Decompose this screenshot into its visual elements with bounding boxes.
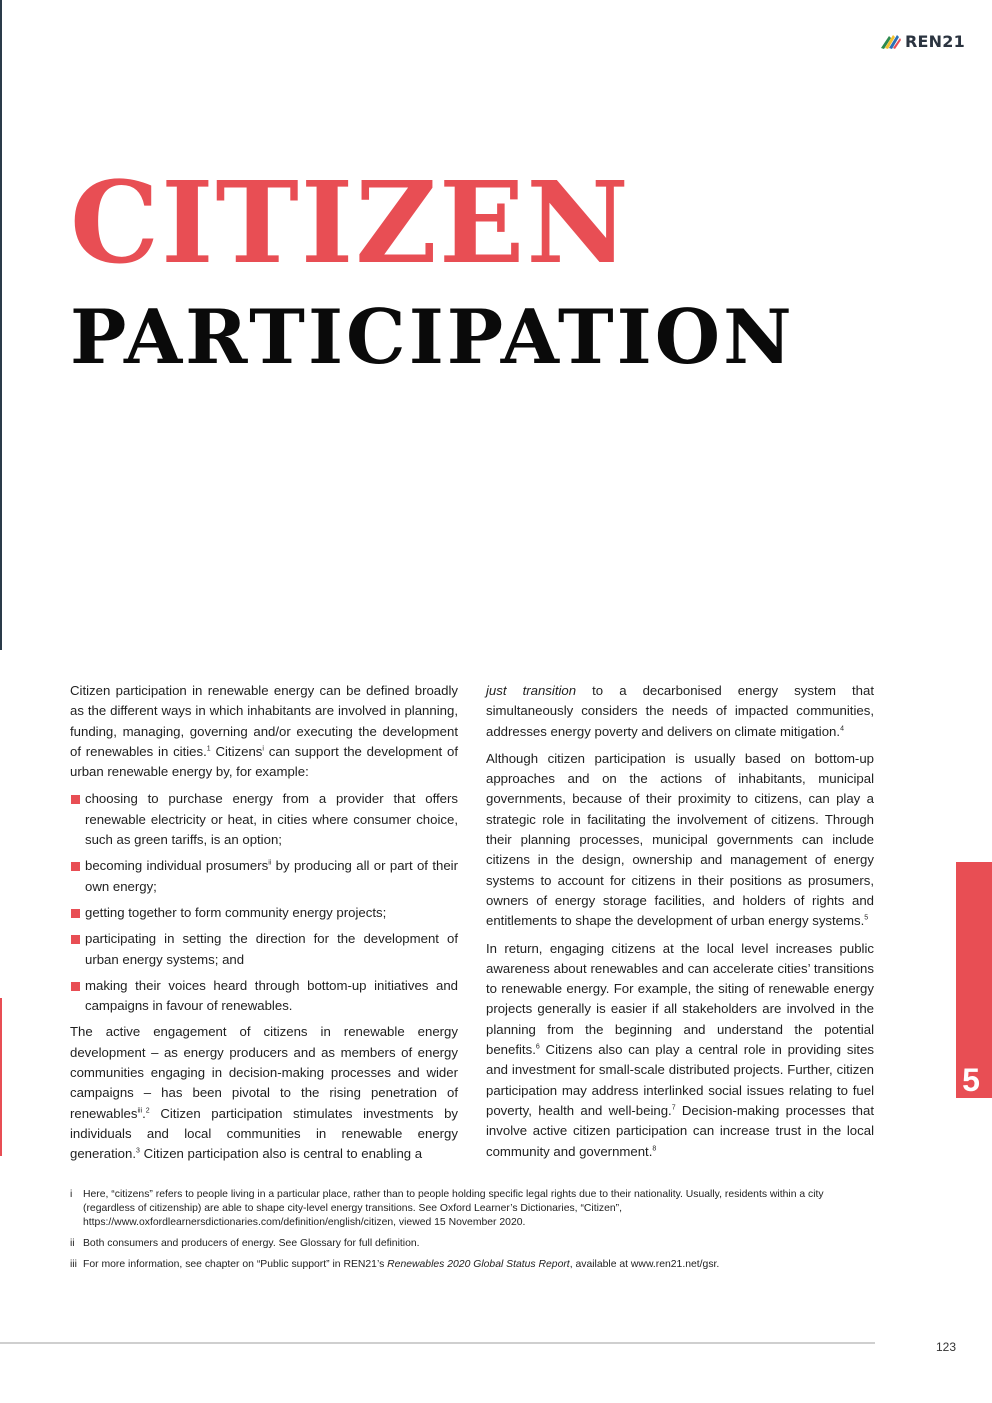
page-number: 123 <box>936 1340 957 1354</box>
bullet-square-icon <box>71 909 80 918</box>
footnote-text: Here, “citizens” refers to people living in a particular place, rather than to people holding specific legal rights due to their nationality. Usually, residents within a city (regardless of citizenship) are able to shape city-level energy transitions. See Oxford Learner’s Dictionaries, “Citizen”, https://www.oxfordlearnersdictionaries.com/definition/english/citizen, viewed 15 November 2020. <box>83 1189 824 1228</box>
footnote-mark: i <box>70 1189 73 1200</box>
body-column-right <box>486 681 874 1169</box>
intro-paragraph: Citizen participation in renewable energy can be defined broadly as the different ways in which inhabitants are involved in planning, funding, managing, governing and/or executing the development of renewables in cities.$^1$ Citizens$^i$ can support the development of urban renewable energy by, for example: <box>70 683 458 780</box>
left-edge-strip-top <box>0 0 2 650</box>
footnote <box>70 1188 874 1230</box>
list-item: participating in setting the direction for the development of urban energy systems; and <box>70 929 458 970</box>
logo-text: REN21 <box>905 31 965 51</box>
bullet-square-icon <box>71 982 80 991</box>
footnote: iii For more information, see chapter on “Public support” in REN21’s Renewables 2020 Global Status Report, available at www.ren21.net/gsr. <box>70 1259 720 1270</box>
body-paragraph: In return, engaging citizens at the local level increases public awareness about renewables and can accelerate cities’ transitions to renewable energy. For example, the siting of renewable energy projects generally is easier if all stakeholders are involved in the planning from the beginning and understand the potential benefits.$^6$ Citizens also can play a central role in providing sites and investment for small-scale distributed projects. Further, citizen participation may address interlinked social issues relating to fuel poverty, health and well-being.$^7$ Decision-making processes that involve active citizen participation can increase trust in the local community and government.$^8$ <box>486 940 874 1159</box>
bullet-list <box>70 789 458 1016</box>
footnote-text: Both consumers and producers of energy. See Glossary for full definition. <box>83 1238 420 1249</box>
title-line-1: CITIZEN <box>70 158 631 289</box>
chapter-tab <box>956 862 992 1098</box>
footnote-mark: iii <box>70 1259 77 1270</box>
list-item: becoming individual prosumers$^{ii}$ by producing all or part of their own energy; <box>70 856 458 897</box>
report-title: Renewables 2020 Global Status Report <box>387 1259 570 1270</box>
bullet-square-icon <box>71 795 80 804</box>
bullet-square-icon <box>71 935 80 944</box>
title-line-2: PARTICIPATION <box>70 293 795 381</box>
ren21-logo <box>880 31 965 51</box>
footnotes <box>70 1188 874 1279</box>
list-item: choosing to purchase energy from a provider that offers renewable electricity or heat, in cities where consumer choice, such as green tariffs, is an option; <box>70 789 458 850</box>
list-item: making their voices heard through bottom-up initiatives and campaigns in favour of renewables. <box>70 976 458 1017</box>
bullet-square-icon <box>71 862 80 871</box>
ren21-logo-icon <box>880 32 902 50</box>
footer-divider <box>0 1342 875 1344</box>
list-item: getting together to form community energy projects; <box>70 903 458 923</box>
body-column-left <box>70 681 458 1172</box>
body-paragraph: just transition to a decarbonised energy system that simultaneously considers the needs of impacted communities, addresses energy poverty and delivers on climate mitigation.$^4$ <box>486 683 874 739</box>
body-paragraph: Although citizen participation is usually based on bottom-up approaches and on the actions of inhabitants, municipal governments, because of their proximity to citizens, can play a strategic role in facilitating the involvement of citizens. Through their planning processes, municipal governments can include citizens in the design, ownership and management of energy systems to account for citizens in their positions as prosumers, owners of energy storage facilities, and holders of rights and entitlements to shape the development of urban energy systems.$^5$ <box>486 750 874 929</box>
left-edge-strip-bottom <box>0 998 2 1156</box>
footnote-mark: ii <box>70 1238 75 1249</box>
footnote-text: For more information, see chapter on “Public support” in REN21’s <box>83 1259 388 1270</box>
footnote <box>70 1237 874 1251</box>
body-paragraph: The active engagement of citizens in renewable energy development – as energy producers and as members of energy communities engaging in decision-making processes and wider campaigns – has been pivotal to the rising penetration of renewables$^{iii}$.$^2$ Citizen participation stimulates investments by individuals and local communities in renewable energy generation.$^3$ Citizen participation also is central to enabling a <box>70 1024 458 1162</box>
chapter-number: 5 <box>962 1062 980 1098</box>
